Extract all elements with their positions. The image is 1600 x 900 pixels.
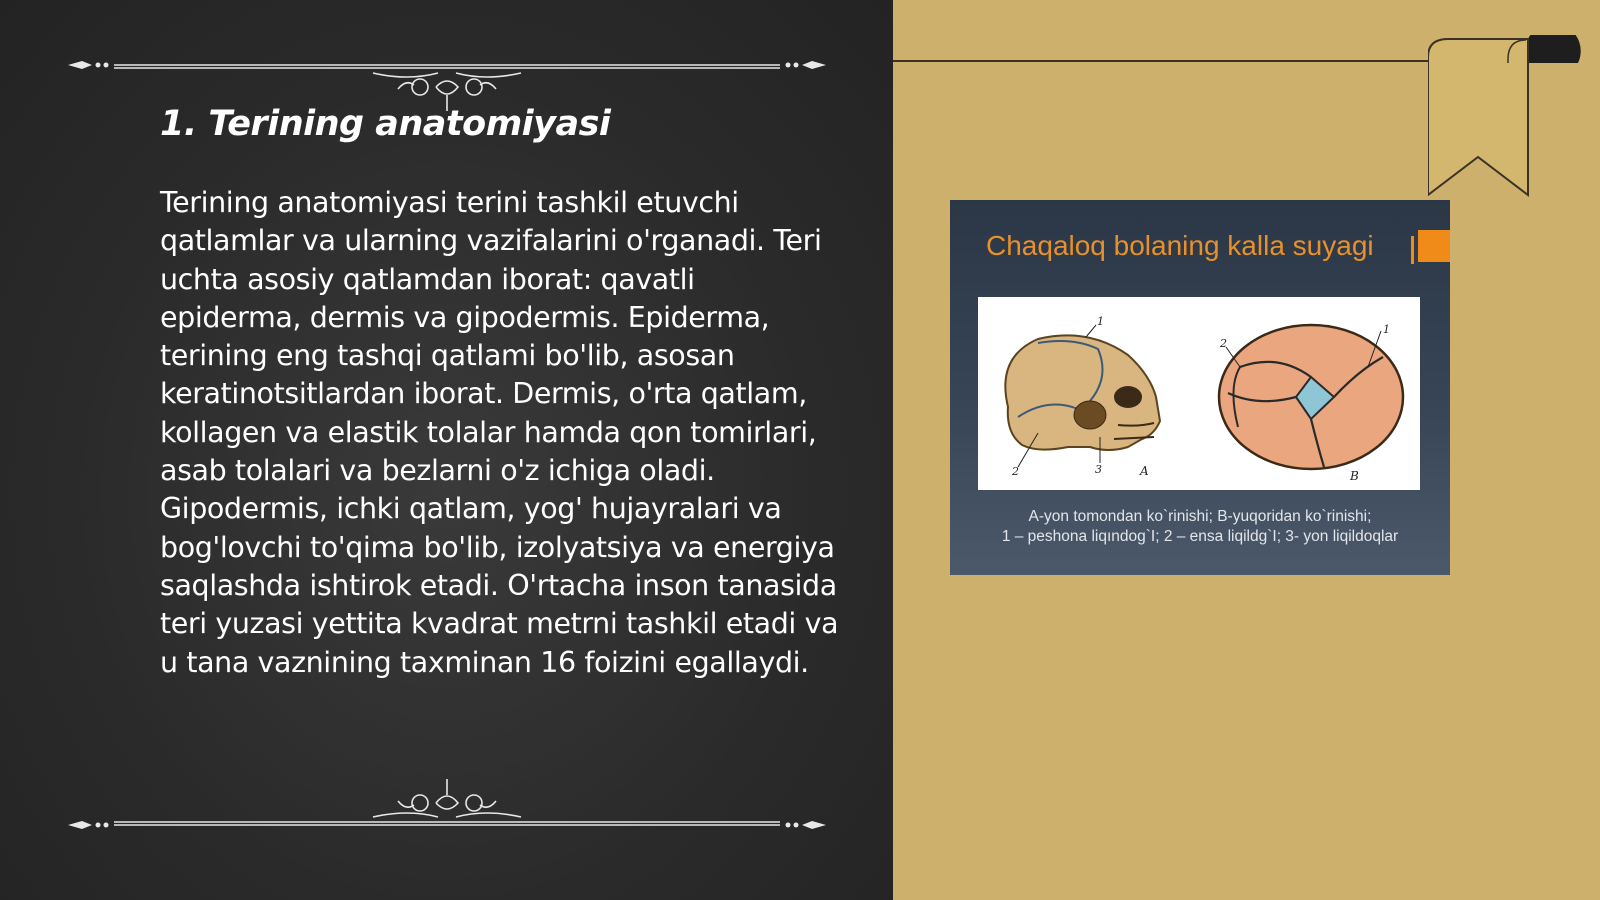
label-a3: 3 [1095,463,1102,476]
label-a2: 2 [1012,465,1019,478]
skull-top-view [1219,325,1403,469]
label-b: B [1350,469,1359,483]
skull-illustration [978,297,1420,490]
skull-side-view [1005,325,1160,467]
label-b2: 2 [1220,337,1227,350]
title-cursor-mark [1411,236,1414,264]
body-paragraph: Terining anatomiyasi terini tashkil etuvchi qatlamlar va ularning vazifalarini o'rganadi. Teri uchta asosiy qatlamdan iborat: qavatli epiderma, dermis va gipodermis. Epiderma, terining eng tashqi qatlami bo'lib, asosan keratinotsitlardan iborat. Dermis, o'rta qatlam, kollagen va elastik tolalar hamda qon tomirlari, asab tolalari va bezlarni o'z ichiga oladi. Gipodermis, ichki qatlam, yog' hujayralari va bog'lovchi to'qima bo'lib, izolyatsiya va energiya saqlashda ishtirok etadi. O'rtacha inson tanasida teri yuzasi yettita kvadrat metrni tashkil etadi va u tana vaznining taxminan 16 foizini egallaydi. [160,186,839,679]
scroll-divider-icon [68,775,826,835]
label-a1: 1 [1097,315,1104,328]
bookmark-ribbon-icon [1428,35,1600,205]
figure-card [950,200,1450,575]
label-a: A [1140,464,1149,478]
figure-title: Chaqaloq bolaning kalla suyagi [986,230,1374,261]
label-b1: 1 [1383,323,1390,336]
caption-line-2: 1 – peshona liqındog`I; 2 – ensa liqildg`I; 3- yon liqildoqlar [1001,528,1399,545]
caption-line-1: A-yon tomondan ko`rinishi; B-yuqoridan ko`rinishi; [1028,508,1372,525]
title-accent-block [1418,230,1450,262]
divider-line [893,60,1438,62]
slide-title: 1. Terining anatomiyasi [160,104,611,144]
